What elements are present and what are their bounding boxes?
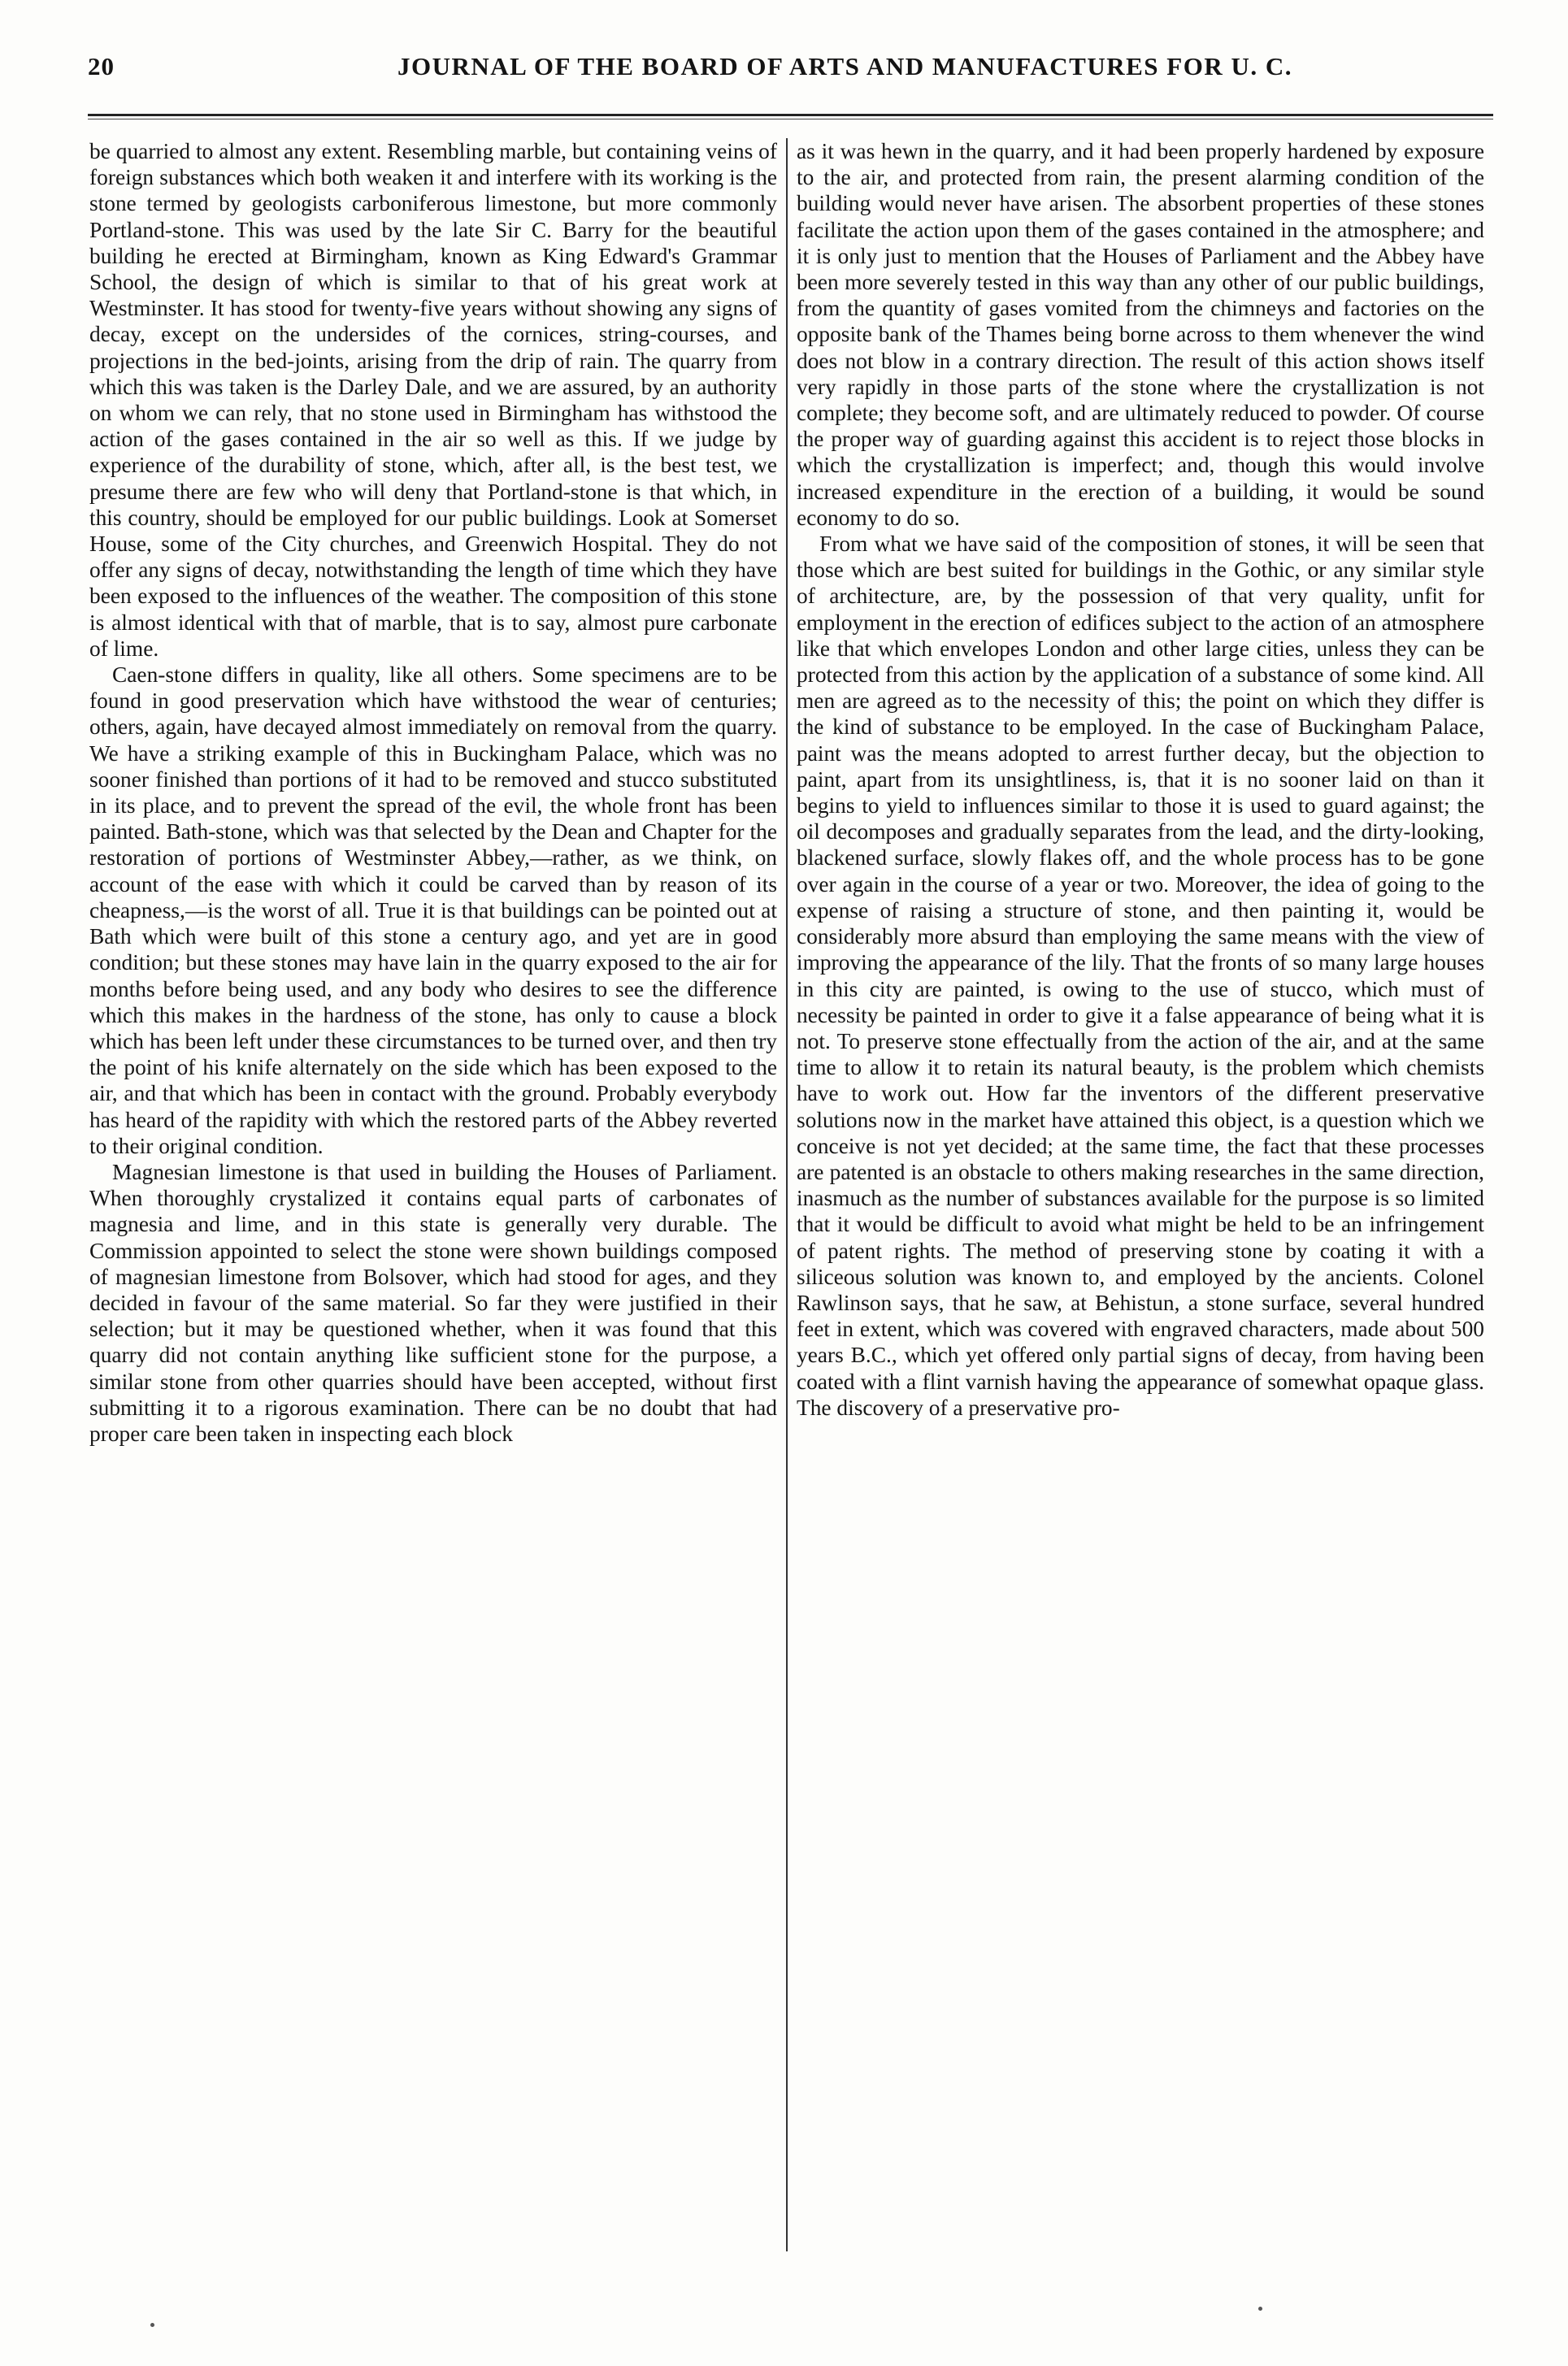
left-column xyxy=(89,138,777,2268)
text-columns xyxy=(89,138,1484,2268)
right-paragraph-2: From what we have said of the composition of stones, it will be seen that those which are best suited for buildings in the Gothic, or any similar style of architecture, are, by the possession of that very quality, unfit for employment in the erection of edifices subject to the action of an atmosphere like that which envelopes London and other large cities, unless they can be protected from this action by the application of a substance of some kind. All men are agreed as to the necessity of this; the point on which they differ is the kind of substance to be employed. In the case of Buckingham Palace, paint was the means adopted to arrest further decay, but the objection to paint, apart from its unsightliness, is, that it is no sooner laid on than it begins to yield to influences similar to those it is used to guard against; the oil decomposes and gradually separates from the lead, and the dirty-looking, blackened surface, slowly flakes off, and the whole process has to be gone over again in the course of a year or two. Moreover, the idea of going to the expense of raising a structure of stone, and then painting it, would be considerably more absurd than employing the same means with the view of improving the appearance of the lily. That the fronts of so many large houses in this city are painted, is owing to the use of stucco, which must of necessity be painted in order to give it a false appearance of being what it is not. To preserve stone effectually from the action of the air, and at the same time to allow it to retain its natural beauty, is the problem which chemists have to work out. How far the inventors of the different preservative solutions now in the market have attained this object, is a question which we conceive is not yet decided; at the same time, the fact that these processes are patented is an obstacle to others making researches in the same direction, inasmuch as the number of substances available for the purpose is so limited that it would be difficult to avoid what might be held to be an infringement of patent rights. The method of preserving stone by coating it with a siliceous solution was known to, and employed by the ancients. Colonel Rawlinson says, that he saw, at Behistun, a stone surface, several hundred feet in extent, which was covered with engraved characters, made about 500 years B.C., which yet offered only partial signs of decay, from having been coated with a flint varnish having the appearance of somewhat opaque glass. The discovery of a preservative pro- xyxy=(797,532,1484,1420)
left-paragraph-3: Magnesian limestone is that used in building the Houses of Parliament. When thoroughly crystalized it contains equal parts of carbonates of magnesia and lime, and in this state is generally very durable. The Commission appointed to select the stone were shown buildings composed of magnesian limestone from Bolsover, which had stood for ages, and they decided in favour of the same material. So far they were justified in their selection; but it may be questioned whether, when it was found that this quarry did not contain anything like sufficient stone for the purpose, a similar stone from other quarries should have been accepted, without first submitting it to a rigorous examination. There can be no doubt that had proper care been taken in inspecting each block xyxy=(89,1159,777,1446)
left-paragraph-1: be quarried to almost any extent. Resembling marble, but containing veins of foreign substances which both weaken it and interfere with its working is the stone termed by geologists carboniferous limestone, but more commonly Portland-stone. This was used by the late Sir C. Barry for the beautiful building he erected at Birmingham, known as King Edward's Grammar School, the design of which is similar to that of his great work at Westminster. It has stood for twenty-five years without showing any signs of decay, except on the undersides of the cornices, string-courses, and projections in the bed-joints, arising from the drip of rain. The quarry from which this was taken is the Darley Dale, and we are assured, by an authority on whom we can rely, that no stone used in Birmingham has withstood the action of the gases contained in the air so well as this. If we judge by experience of the durability of stone, which, after all, is the best test, we presume there are few who will deny that Portland-stone is that which, in this country, should be employed for our public buildings. Look at Somerset House, some of the City churches, and Greenwich Hospital. They do not offer any signs of decay, notwithstanding the length of time which they have been exposed to the influences of the weather. The composition of this stone is almost identical with that of marble, that is to say, almost pure carbonate of lime. xyxy=(89,139,777,661)
left-paragraph-2: Caen-stone differs in quality, like all others. Some specimens are to be found in good preservation which have withstood the wear of centuries; others, again, have decayed almost immediately on removal from the quarry. We have a striking example of this in Buckingham Palace, which was no sooner finished than portions of it had to be removed and stucco substituted in its place, and to prevent the spread of the evil, the whole front has been painted. Bath-stone, which was that selected by the Dean and Chapter for the restoration of portions of Westminster Abbey,—rather, as we think, on account of the ease with which it could be carved than by reason of its cheapness,—is the worst of all. True it is that buildings can be pointed out at Bath which were built of this stone a century ago, and yet are in good condition; but these stones may have lain in the quarry exposed to the air for months before being used, and any body who desires to see the difference which this makes in the hardness of the stone, has only to cause a block which has been left under these circumstances to be turned over, and then try the point of his knife alternately on the side which has been exposed to the air, and that which has been in contact with the ground. Probably everybody has heard of the rapidity with which the restored parts of the Abbey reverted to their original condition. xyxy=(89,662,777,1158)
right-column xyxy=(797,138,1484,2268)
print-speck xyxy=(1258,2307,1262,2311)
print-speck xyxy=(150,2323,154,2327)
right-paragraph-1: as it was hewn in the quarry, and it had been properly hardened by exposure to the air, and protected from rain, the present alarming condition of the building would never have arisen. The absorbent properties of these stones facilitate the action upon them of the gases contained in the atmosphere; and it is only just to mention that the Houses of Parliament and the Abbey have been more severely tested in this way than any other of our public buildings, from the quantity of gases vomited from the chimneys and factories on the opposite bank of the Thames being borne across to them whenever the wind does not blow in a contrary direction. The result of this action shows itself very rapidly in those parts of the stone where the crystallization is not complete; they become soft, and are ultimately reduced to powder. Of course the proper way of guarding against this accident is to reject those blocks in which the crystallization is imperfect; and, though this would involve increased expenditure in the erection of a building, it would be sound economy to do so. xyxy=(797,139,1484,530)
column-divider xyxy=(786,138,788,2251)
running-title: JOURNAL OF THE BOARD OF ARTS AND MANUFACTURES FOR U. C. xyxy=(397,52,1293,80)
header-rule xyxy=(88,114,1493,116)
page-header xyxy=(47,52,1521,101)
page-number: 20 xyxy=(88,52,115,80)
